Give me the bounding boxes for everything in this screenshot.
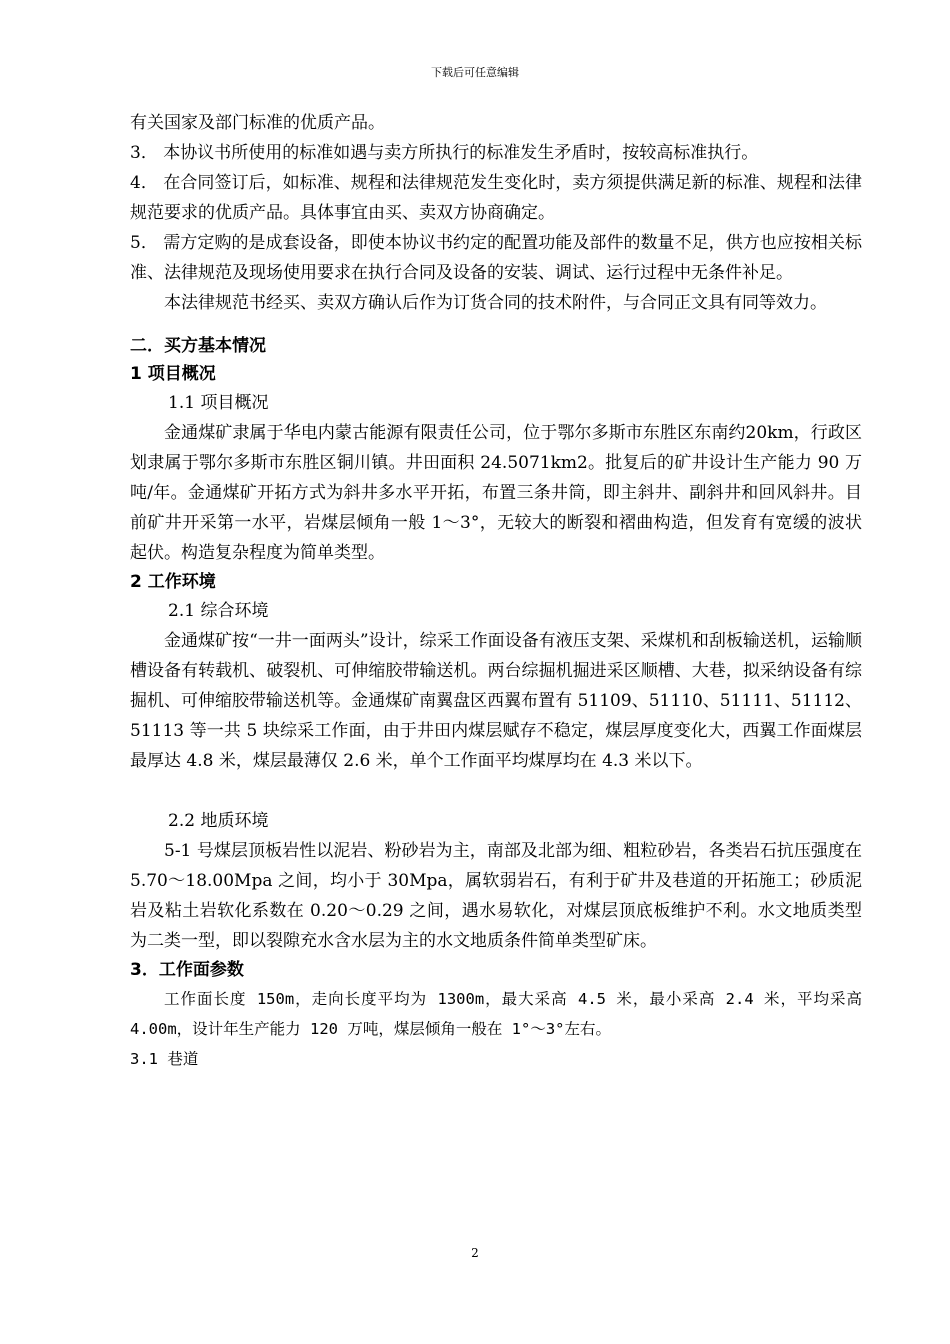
paragraph-1: 有关国家及部门标准的优质产品。	[130, 113, 385, 133]
subheading-3-1: 3.1 巷道	[130, 1050, 199, 1068]
heading-face-parameters: 3．工作面参数	[130, 960, 244, 980]
paragraph-general-environment: 金通煤矿按“一井一面两头”设计，综采工作面设备有液压支架、采煤机和刮板输送机，运输顺槽设备有转载机、破裂机、可伸缩胶带输送机。两台综掘机掘进采区顺槽、大巷，拟采纳设备有综掘机、可伸缩胶带输送机等。金通煤矿南翼盘区西翼布置有 51109、51110、51111、51112、51113 等一共 5 块综采工作面，由于井田内煤层赋存不稳定，煤层厚度变化大，西翼工作面煤层最厚达 4.8 米，煤层最薄仅 2.6 米，单个工作面平均煤厚均在 4.3 米以下。	[130, 631, 862, 771]
paragraph-face-parameters: 工作面长度 150m，走向长度平均为 1300m，最大采高 4.5 米，最小采高 2.4 米，平均采高 4.00m，设计年生产能力 120 万吨，煤层倾角一般在 1°～3°左右。	[130, 990, 862, 1038]
section-heading-buyer-info: 二．买方基本情况	[130, 336, 266, 356]
paragraph-item-4: 4． 在合同签订后，如标准、规程和法律规范发生变化时，卖方须提供满足新的标准、规程和法律规范要求的优质产品。具体事宜由买、卖双方协商确定。	[130, 173, 862, 223]
document-body	[130, 108, 862, 1074]
heading-work-environment: 2 工作环境	[130, 572, 216, 592]
spacer	[130, 318, 862, 332]
paragraph-effect: 本法律规范书经买、卖双方确认后作为订货合同的技术附件，与合同正文具有同等效力。	[164, 293, 827, 313]
paragraph-project-overview: 金通煤矿隶属于华电内蒙古能源有限责任公司，位于鄂尔多斯市东胜区东南约20km，行政区划隶属于鄂尔多斯市东胜区铜川镇。井田面积 24.5071km2。批复后的矿井设计生产能力 90 万吨/年。金通煤矿开拓方式为斜井多水平开拓，布置三条井筒，即主斜井、副斜井和回风斜井。目前矿井开采第一水平，岩煤层倾角一般 1～3°，无较大的断裂和褶曲构造，但发育有宽缓的波状起伏。构造复杂程度为简单类型。	[130, 423, 862, 563]
spacer	[130, 776, 862, 806]
paragraph-item-5: 5． 需方定购的是成套设备，即使本协议书约定的配置功能及部件的数量不足，供方也应按相关标准、法律规范及现场使用要求在执行合同及设备的安装、调试、运行过程中无条件补足。	[130, 233, 862, 283]
page-header: 下载后可任意编辑	[431, 66, 519, 79]
paragraph-geology: 5-1 号煤层顶板岩性以泥岩、粉砂岩为主，南部及北部为细、粗粒砂岩，各类岩石抗压强度在 5.70～18.00Mpa 之间，均小于 30Mpa，属软弱岩石，有利于矿井及巷道的开拓施工；砂质泥岩及粘土岩软化系数在 0.20～0.29 之间，遇水易软化，对煤层顶底板维护不利。水文地质类型为二类一型，即以裂隙充水含水层为主的水文地质条件简单类型矿床。	[130, 841, 862, 951]
subheading-2-1: 2.1 综合环境	[168, 601, 269, 621]
paragraph-item-3: 3． 本协议书所使用的标准如遇与卖方所执行的标准发生矛盾时，按较高标准执行。	[130, 143, 759, 163]
subheading-1-1: 1.1 项目概况	[168, 393, 269, 413]
page-number: 2	[471, 1246, 479, 1260]
heading-project-overview: 1 项目概况	[130, 364, 216, 384]
subheading-2-2: 2.2 地质环境	[168, 811, 269, 831]
